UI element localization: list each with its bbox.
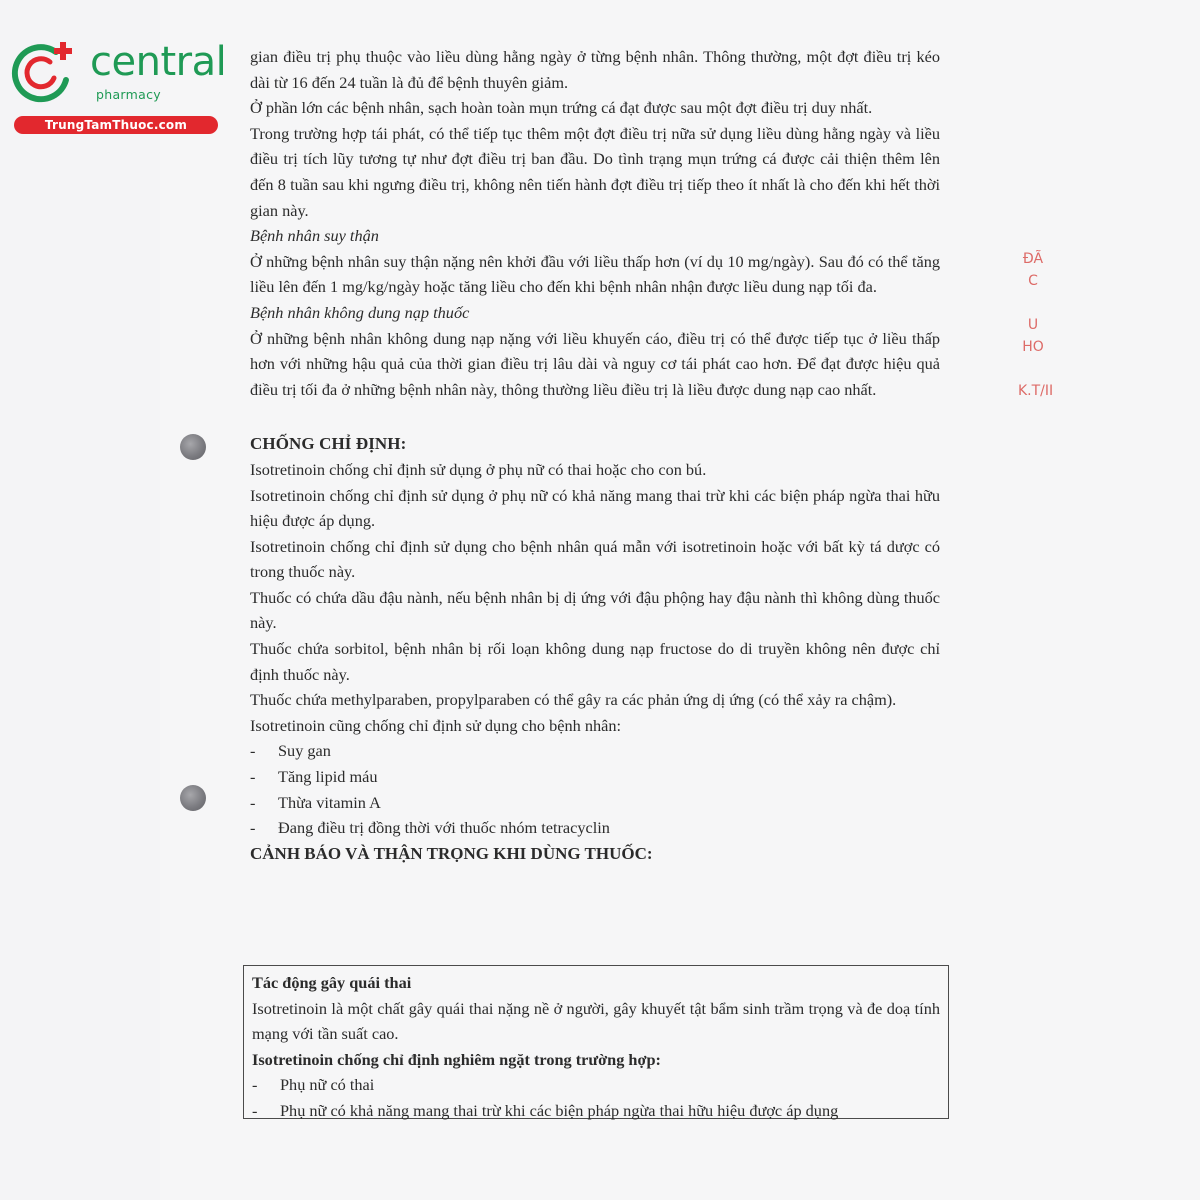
stamp-line: HO xyxy=(1022,339,1044,355)
paragraph: Ở những bệnh nhân suy thận nặng nên khởi đầu với liều thấp hơn (ví dụ 10 mg/ngày). Sau đó có thể tăng liều lên đến 1 mg/kg/ngày hoặc tăng liều cho đến khi bệnh nhân nhận được liều dung nạp tối đa. xyxy=(250,251,940,297)
punch-hole xyxy=(180,785,206,811)
brand-subtitle: pharmacy xyxy=(96,87,161,102)
list-item-text: Suy gan xyxy=(278,741,331,761)
list-item-text: Phụ nữ có khả năng mang thai trừ khi các biện pháp ngừa thai hữu hiệu được áp dụng xyxy=(280,1100,839,1120)
subheading-renal: Bệnh nhân suy thận xyxy=(250,226,379,246)
paragraph: Isotretinoin chống chỉ định sử dụng ở phụ nữ có khả năng mang thai trừ khi các biện pháp ngừa thai hữu hiệu được áp dụng. xyxy=(250,485,940,531)
list-item xyxy=(250,738,940,764)
paragraph: Isotretinoin chống chỉ định sử dụng ở phụ nữ có thai hoặc cho con bú. xyxy=(250,459,707,479)
section-heading-contraindications: CHỐNG CHỈ ĐỊNH: xyxy=(250,434,407,454)
list-item xyxy=(252,1072,940,1098)
dash-marker: - xyxy=(252,1100,258,1120)
paragraph: Isotretinoin cũng chống chỉ định sử dụng cho bệnh nhân: xyxy=(250,715,622,735)
document-body xyxy=(250,44,940,866)
stamp-line: C xyxy=(1028,273,1038,289)
paragraph: Thuốc chứa sorbitol, bệnh nhân bị rối loạn không dung nạp fructose do di truyền không nên được chỉ định thuốc này. xyxy=(250,639,940,684)
list-item xyxy=(250,790,940,816)
central-pharmacy-logo[interactable] xyxy=(10,36,227,136)
list-item-text: Tăng lipid máu xyxy=(278,767,378,787)
boxed-warning-subtitle: Isotretinoin chống chỉ định nghiêm ngặt trong trường hợp: xyxy=(252,1049,661,1069)
punch-hole xyxy=(180,434,206,460)
boxed-warning xyxy=(243,965,949,1119)
pharmacy-logo-icon xyxy=(10,36,80,106)
list-item-text: Phụ nữ có thai xyxy=(280,1075,375,1095)
paragraph: Thuốc chứa methylparaben, propylparaben có thể gây ra các phản ứng dị ứng (có thể xảy ra chậm). xyxy=(250,690,897,710)
boxed-warning-text: Isotretinoin là một chất gây quái thai nặng nề ở người, gây khuyết tật bẩm sinh trầm trọng và đe doạ tính mạng với tần suất cao. xyxy=(252,998,940,1044)
paragraph: Isotretinoin chống chỉ định sử dụng cho bệnh nhân quá mẫn với isotretinoin hoặc với bất kỳ tá dược có trong thuốc này. xyxy=(250,536,940,582)
paragraph: Trong trường hợp tái phát, có thể tiếp tục thêm một đợt điều trị nữa sử dụng liều dùng hằng ngày và liều điều trị tích lũy tương tự như đợt điều trị ban đầu. Do tình trạng mụn trứng cá được cải thiện thêm lên đến 8 tuần sau khi ngưng điều trị, không nên tiến hành đợt điều trị tiếp theo ít nhất là cho đến khi hết thời gian này. xyxy=(250,123,940,220)
list-item-text: Thừa vitamin A xyxy=(278,792,381,812)
stamp-line xyxy=(1018,358,1048,380)
subheading-intolerance: Bệnh nhân không dung nạp thuốc xyxy=(250,302,470,322)
dash-marker: - xyxy=(252,1075,258,1095)
spacer xyxy=(250,402,940,427)
red-stamp xyxy=(1018,248,1054,418)
boxed-warning-title: Tác động gây quái thai xyxy=(252,973,412,992)
paragraph: Thuốc có chứa dầu đậu nành, nếu bệnh nhân bị dị ứng với đậu phộng hay đậu nành thì không dùng thuốc này. xyxy=(250,587,940,633)
brand-name: central xyxy=(90,39,227,85)
stamp-line xyxy=(1018,292,1048,314)
list-item xyxy=(252,1098,940,1124)
list-item-text: Đang điều trị đồng thời với thuốc nhóm tetracyclin xyxy=(278,818,610,838)
dash-marker: - xyxy=(250,767,256,787)
stamp-line: K.T/II xyxy=(1018,383,1054,399)
paragraph: Ở phần lớn các bệnh nhân, sạch hoàn toàn mụn trứng cá đạt được sau một đợt điều trị duy nhất. xyxy=(250,98,873,118)
stamp-line: ĐÃ xyxy=(1022,251,1044,267)
dash-marker: - xyxy=(250,741,256,761)
stamp-line: U xyxy=(1027,317,1039,333)
dash-marker: - xyxy=(250,818,256,838)
list-item xyxy=(250,764,940,790)
dash-marker: - xyxy=(250,792,256,812)
section-heading-warnings: CẢNH BÁO VÀ THẬN TRỌNG KHI DÙNG THUỐC: xyxy=(250,843,653,863)
paragraph: gian điều trị phụ thuộc vào liều dùng hằng ngày ở từng bệnh nhân. Thông thường, một đợt điều trị kéo dài từ 16 đến 24 tuần là đủ để bệnh thuyên giảm. xyxy=(250,47,940,92)
brand-url: TrungTamThuoc.com xyxy=(14,116,218,134)
list-item xyxy=(250,815,940,841)
paragraph: Ở những bệnh nhân không dung nạp nặng với liều khuyến cáo, điều trị có thể được tiếp tục ở liều thấp hơn với những hậu quả của thời gian điều trị lâu dài và nguy cơ tái phát cao hơn. Để đạt được hiệu quả điều trị tối đa ở những bệnh nhân này, thông thường liều điều trị là liều được dung nạp cao nhất. xyxy=(250,328,940,399)
